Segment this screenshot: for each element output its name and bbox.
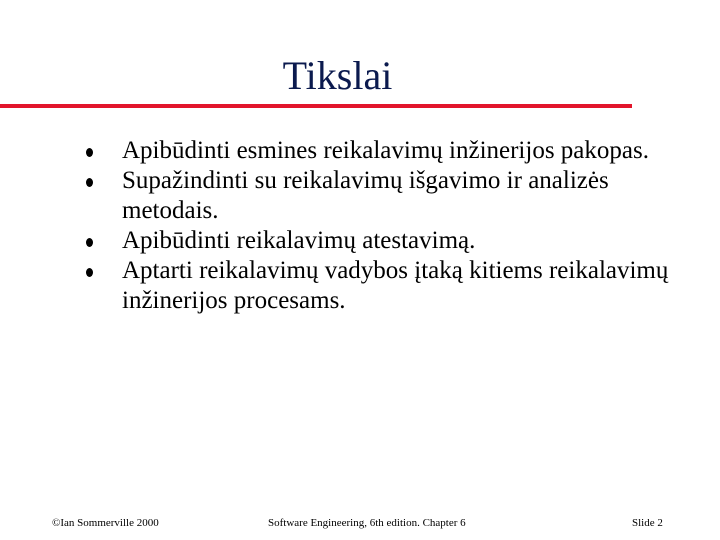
bullet-item (64, 166, 684, 226)
bullet-item (64, 136, 684, 166)
bullet-dot-icon (86, 148, 93, 157)
bullet-item (64, 226, 684, 256)
footer-slide-number: Slide 2 (632, 517, 663, 529)
bullet-dot-icon (86, 238, 93, 247)
bullet-text: Aptarti reikalavimų vadybos įtaką kitiems reikalavimų inžinerijos procesams. (122, 257, 669, 314)
footer-copyright: ©Ian Sommerville 2000 (52, 517, 159, 529)
bullet-text: Supažindinti su reikalavimų išgavimo ir analizės metodais. (122, 167, 609, 224)
bullet-item (64, 256, 684, 316)
bullet-text: Apibūdinti reikalavimų atestavimą. (122, 227, 476, 254)
slide-title: Tikslai (282, 53, 393, 98)
bullet-dot-icon (86, 178, 93, 187)
footer-book-title: Software Engineering, 6th edition. Chapter 6 (268, 517, 466, 529)
bullet-dot-icon (86, 268, 93, 277)
bullet-list (64, 136, 684, 316)
bullet-text: Apibūdinti esmines reikalavimų inžinerijos pakopas. (122, 137, 649, 164)
title-underline (0, 104, 632, 108)
